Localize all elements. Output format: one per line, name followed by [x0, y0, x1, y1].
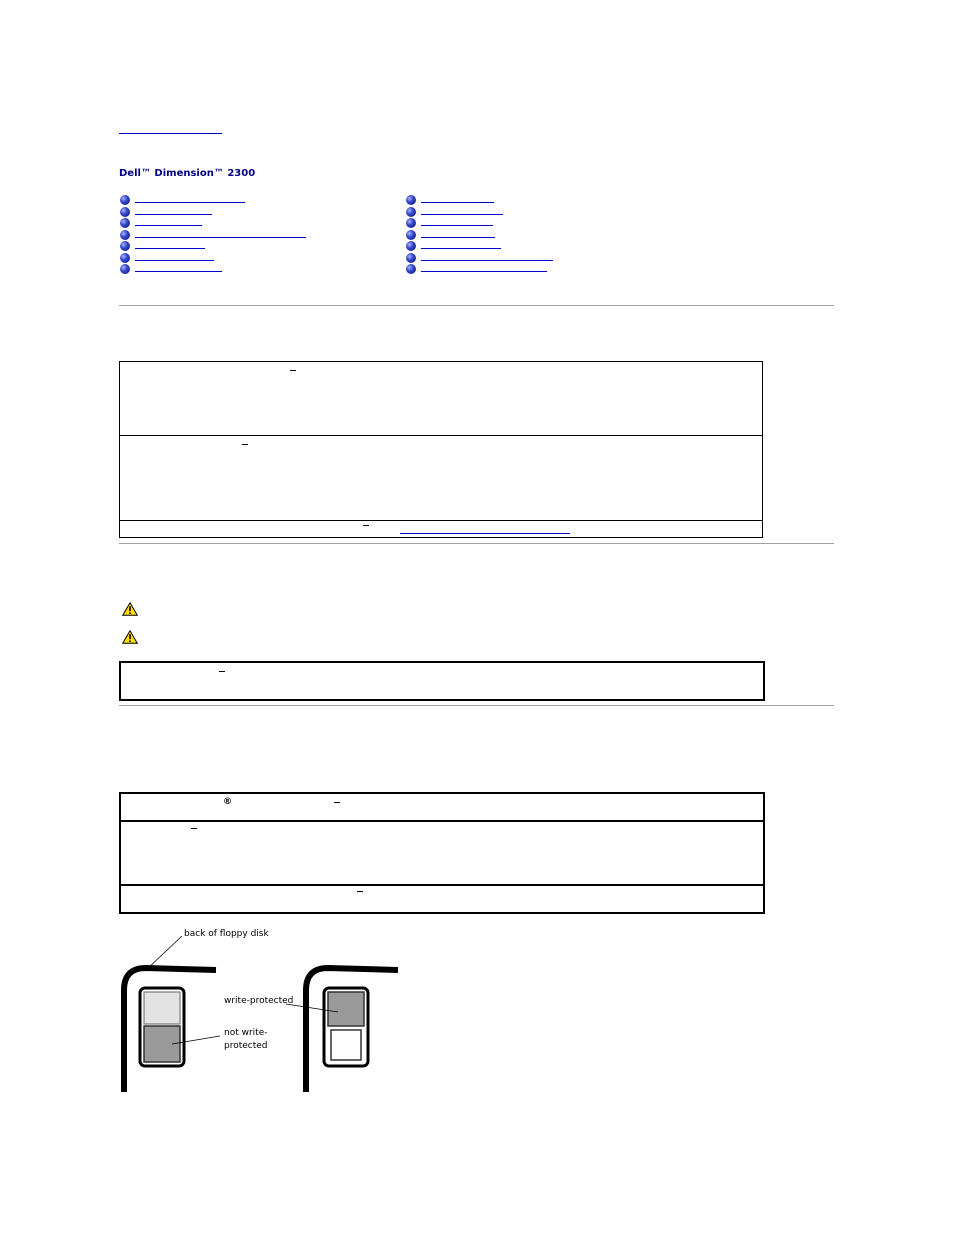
bullet-icon	[120, 207, 130, 217]
bullet-icon	[120, 253, 130, 263]
table2-row1-marker	[219, 671, 225, 672]
nav-link-item[interactable]	[406, 194, 606, 206]
bullet-icon	[120, 230, 130, 240]
table1-row2-marker	[242, 444, 248, 445]
nav-link-item[interactable]	[406, 240, 606, 252]
bullet-icon	[120, 218, 130, 228]
nav-link-underline[interactable]	[135, 237, 306, 238]
floppy-disk-write-protect-figure	[100, 920, 420, 1110]
nav-link-underline[interactable]	[135, 202, 245, 203]
table3-row-divider	[121, 820, 763, 822]
nav-link-underline[interactable]	[421, 225, 493, 226]
write-protect-tab-not-protected	[144, 1026, 180, 1062]
nav-link-item[interactable]	[120, 217, 320, 229]
nav-link-underline[interactable]	[135, 214, 212, 215]
bullet-icon	[406, 230, 416, 240]
bullet-icon	[406, 241, 416, 251]
table3-row1-marker	[334, 802, 340, 803]
info-table-2	[119, 661, 765, 701]
table1-row-divider	[120, 435, 762, 436]
table1-row-divider	[120, 520, 762, 521]
info-table-3	[119, 792, 765, 914]
label-back-of-floppy-disk: back of floppy disk	[184, 929, 269, 939]
nav-link-underline[interactable]	[421, 260, 553, 261]
nav-link-underline[interactable]	[135, 260, 214, 261]
write-protect-tab-protected	[328, 992, 364, 1026]
table3-row2-marker	[191, 828, 197, 829]
nav-link-item[interactable]	[120, 252, 320, 264]
registered-mark: ®	[223, 797, 232, 807]
table3-row3-marker	[357, 891, 363, 892]
table1-row1-marker	[290, 370, 296, 371]
bullet-icon	[406, 218, 416, 228]
bullet-icon	[120, 241, 130, 251]
nav-link-underline[interactable]	[135, 248, 205, 249]
nav-link-item[interactable]	[120, 240, 320, 252]
caution-icon	[122, 602, 138, 616]
label-not-write-protected-line2: protected	[224, 1041, 268, 1051]
nav-link-item[interactable]	[120, 229, 320, 241]
table3-row-divider	[121, 884, 763, 886]
bullet-icon	[406, 253, 416, 263]
bullet-icon	[406, 264, 416, 274]
nav-link-underline[interactable]	[421, 202, 494, 203]
nav-link-underline[interactable]	[135, 225, 202, 226]
label-not-write-protected-line1: not write-	[224, 1028, 268, 1038]
section-divider-3	[119, 705, 834, 706]
nav-link-item[interactable]	[120, 263, 320, 275]
bullet-icon	[406, 207, 416, 217]
nav-link-item[interactable]	[406, 217, 606, 229]
section-divider-1	[119, 305, 834, 306]
caution-icon	[122, 630, 138, 644]
table1-row3-marker	[363, 525, 369, 526]
nav-link-item[interactable]	[406, 206, 606, 218]
nav-link-item[interactable]	[406, 229, 606, 241]
bullet-icon	[120, 264, 130, 274]
nav-link-item[interactable]	[120, 194, 320, 206]
back-to-contents-link[interactable]	[119, 124, 222, 134]
nav-link-underline[interactable]	[135, 271, 222, 272]
bullet-icon	[406, 195, 416, 205]
info-table-1	[119, 361, 763, 538]
page-title: Dell™ Dimension™ 2300	[119, 168, 256, 179]
nav-link-underline[interactable]	[421, 214, 503, 215]
label-write-protected: write-protected	[224, 996, 294, 1006]
nav-link-underline[interactable]	[421, 248, 501, 249]
table1-reference-link[interactable]	[400, 533, 570, 534]
bullet-icon	[120, 195, 130, 205]
section-divider-2	[119, 543, 834, 544]
nav-link-underline[interactable]	[421, 237, 495, 238]
nav-link-item[interactable]	[120, 206, 320, 218]
nav-link-item[interactable]	[406, 252, 606, 264]
nav-link-underline[interactable]	[421, 271, 547, 272]
nav-link-item[interactable]	[406, 263, 606, 275]
